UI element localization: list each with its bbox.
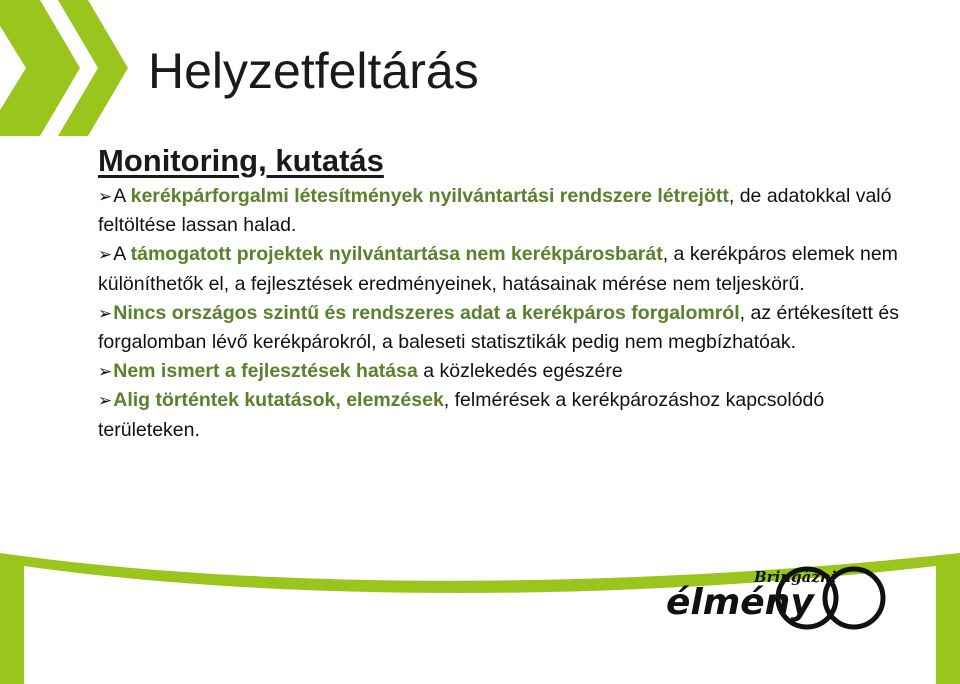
arrow-bullet-icon: ➢: [98, 187, 113, 206]
arrow-bullet-icon: ➢: [98, 391, 113, 411]
bullet-text: a közlekedés egészére: [417, 360, 623, 383]
bullet-highlight: Nincs országos szintű és rendszeres adat a kerékpáros forgalomról: [113, 301, 740, 324]
bullet-highlight: Alig történtek kutatások, elemzések: [113, 389, 444, 412]
bullet-list: [98, 182, 908, 445]
list-item: [98, 182, 908, 240]
bullet-text: , a kerékpáros elemek nem különíthetők el, a fejlesztések eredményeinek, hatásainak mérése nem teljeskörű.: [98, 243, 898, 295]
bullet-highlight: támogatott projektek nyilvántartása nem kerékpárosbarát: [130, 243, 663, 266]
bringazni-elmeny-logo: [662, 562, 902, 642]
bullet-prefix: A: [113, 185, 131, 207]
arrow-bullet-icon: ➢: [98, 303, 113, 323]
list-item: [98, 386, 908, 444]
bullet-highlight: Nem ismert a fejlesztések hatása: [113, 360, 418, 383]
list-item: [98, 357, 908, 386]
section-subtitle: Monitoring, kutatás: [98, 143, 384, 178]
logo-top-text: Bringázni: [754, 568, 837, 586]
bullet-text: , felmérések a kerékpározáshoz kapcsolódó területeken.: [98, 389, 825, 441]
bullet-text: , az értékesített és forgalomban lévő kerékpárokról, a baleseti statisztikák pedig nem megbízhatóak.: [98, 301, 899, 354]
page-title: Helyzetfeltárás: [148, 43, 479, 99]
bullet-highlight: kerékpárforgalmi létesítmények nyilvántartási rendszere létrejött: [130, 185, 729, 207]
list-item: [98, 240, 908, 298]
arrow-bullet-icon: ➢: [98, 362, 113, 382]
bullet-text: , de adatokkal való feltöltése lassan halad.: [98, 185, 892, 237]
logo-main-text: élmény: [666, 582, 814, 623]
list-item: [98, 299, 908, 357]
arrow-bullet-icon: ➢: [98, 245, 113, 265]
bullet-prefix: A: [113, 243, 131, 266]
